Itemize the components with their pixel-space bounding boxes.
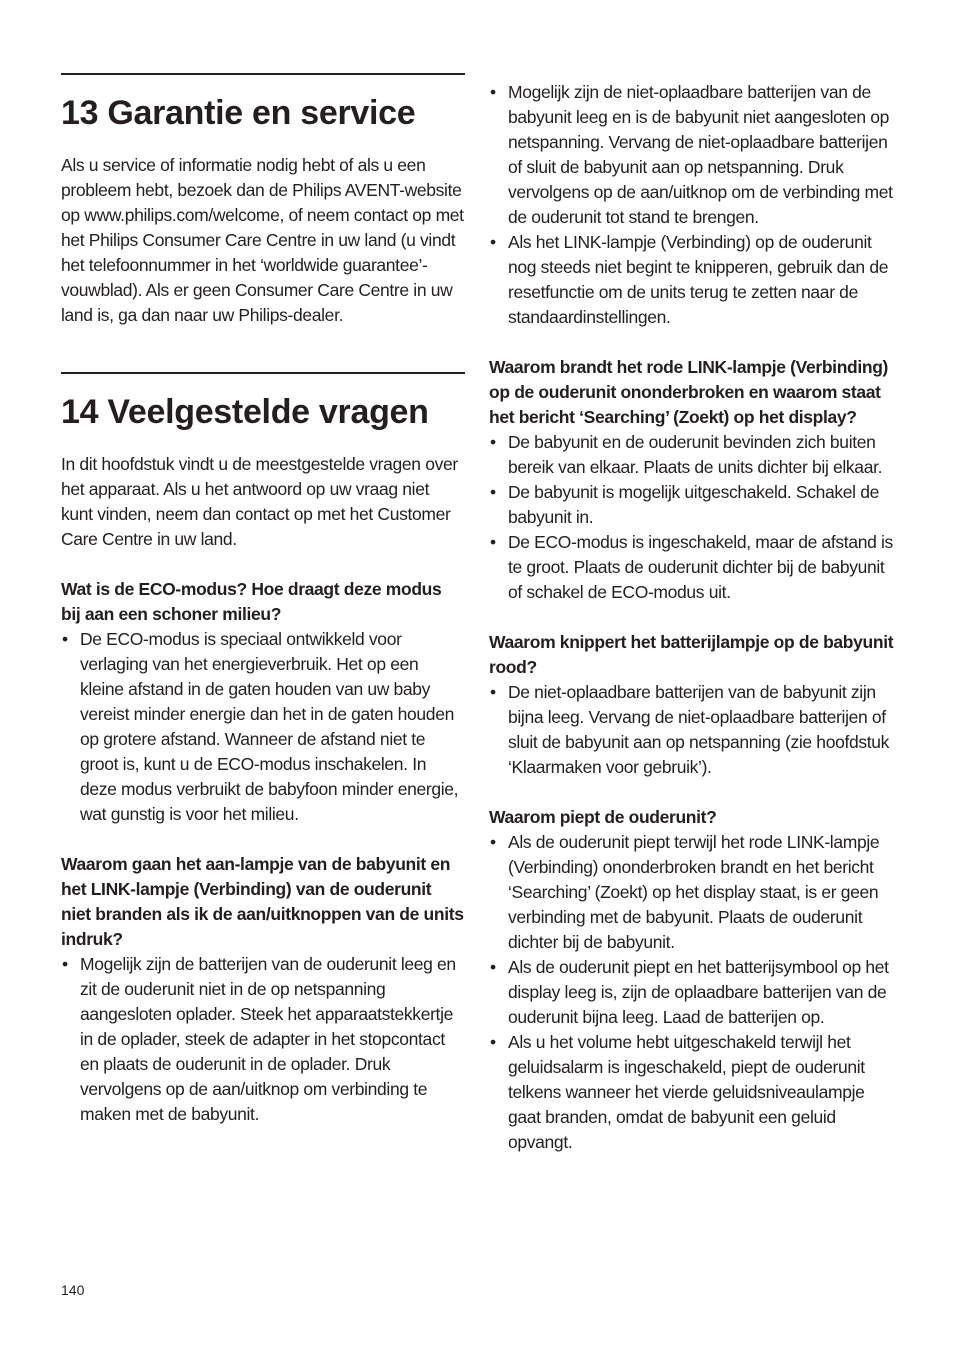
faq-answer-list [489, 430, 899, 605]
page-number: 140 [61, 1282, 85, 1298]
faq-question: Waarom brandt het rode LINK-lampje (Verbinding) op de ouderunit ononderbroken en waarom staat het bericht ‘Searching’ (Zoekt) op het display? [489, 357, 889, 427]
faq-answer: • Als de ouderunit piept en het batterijsymbool op het display leeg is, zijn de oplaadbare batterijen van de ouderunit bijna leeg. Laad de batterijen op. [489, 955, 899, 1030]
section-14-title: 14 Veelgestelde vragen [61, 393, 429, 431]
faq-answer-list [489, 830, 899, 1155]
left-column [61, 73, 465, 1127]
faq-question: Waarom piept de ouderunit? [489, 807, 717, 827]
section-13-title: 13 Garantie en service [61, 94, 416, 132]
faq-answer: • Mogelijk zijn de niet-oplaadbare batterijen van de babyunit leeg en is de babyunit niet aangesloten op netspanning. Vervang de niet-oplaadbare batterijen of sluit de babyunit aan op netspanning. Druk vervolgens op de aan/uitknop om de verbinding met de ouderunit tot stand te brengen. [489, 80, 899, 230]
faq-answer: • Als de ouderunit piept terwijl het rode LINK-lampje (Verbinding) ononderbroken brandt en het bericht ‘Searching’ (Zoekt) op het display staat, is er geen verbinding met de babyunit. Plaats de ouderunit dichter bij de babyunit. [489, 830, 899, 955]
faq-answer-list [489, 80, 899, 330]
faq-question: Waarom knippert het batterijlampje op de babyunit rood? [489, 632, 894, 677]
faq-answer: • De babyunit is mogelijk uitgeschakeld. Schakel de babyunit in. [489, 480, 899, 530]
faq-answer-list [61, 952, 465, 1127]
right-column [489, 80, 899, 1155]
section-13-body: Als u service of informatie nodig hebt of als u een probleem hebt, bezoek dan de Philips AVENT-website op www.philips.com/welcome, of neem contact op met het Philips Consumer Care Centre in uw land (u vindt het telefoonnummer in het ‘worldwide guarantee’-vouwblad). Als er geen Consumer Care Centre in uw land is, ga dan naar uw Philips-dealer. [61, 155, 464, 325]
section-divider [61, 73, 465, 75]
section-divider [61, 372, 465, 374]
faq-answer-list [61, 627, 465, 827]
faq-question: Waarom gaan het aan-lampje van de babyunit en het LINK-lampje (Verbinding) van de ouderunit niet branden als ik de aan/uitknoppen van de units indruk? [61, 854, 464, 949]
faq-answer: • De babyunit en de ouderunit bevinden zich buiten bereik van elkaar. Plaats de units dichter bij elkaar. [489, 430, 899, 480]
faq-answer: • Als het LINK-lampje (Verbinding) op de ouderunit nog steeds niet begint te knipperen, gebruik dan de resetfunctie om de units terug te zetten naar de standaardinstellingen. [489, 230, 899, 330]
section-14-intro: In dit hoofdstuk vindt u de meestgestelde vragen over het apparaat. Als u het antwoord op uw vraag niet kunt vinden, neem dan contact op met het Customer Care Centre in uw land. [61, 454, 458, 549]
faq-question: Wat is de ECO-modus? Hoe draagt deze modus bij aan een schoner milieu? [61, 579, 442, 624]
faq-answer: • De ECO-modus is speciaal ontwikkeld voor verlaging van het energieverbruik. Het op een kleine afstand in de gaten houden van uw baby vereist minder energie dan het in de gaten houden op grotere afstand. Wanneer de afstand niet te groot is, kunt u de ECO-modus inschakelen. In deze modus verbruikt de babyfoon minder energie, wat gunstig is voor het milieu. [61, 627, 465, 827]
faq-answer: • Mogelijk zijn de batterijen van de ouderunit leeg en zit de ouderunit niet in de op netspanning aangesloten oplader. Steek het apparaatstekkertje in de oplader, steek de adapter in het stopcontact en plaats de ouderunit in de oplader. Druk vervolgens op de aan/uitknop om verbinding te maken met de babyunit. [61, 952, 465, 1127]
faq-answer-list [489, 680, 899, 780]
faq-answer: • De ECO-modus is ingeschakeld, maar de afstand is te groot. Plaats de ouderunit dichter bij de babyunit of schakel de ECO-modus uit. [489, 530, 899, 605]
faq-answer: • Als u het volume hebt uitgeschakeld terwijl het geluidsalarm is ingeschakeld, piept de ouderunit telkens wanneer het vierde geluidsniveaulampje gaat branden, omdat de babyunit een geluid opvangt. [489, 1030, 899, 1155]
faq-answer: • De niet-oplaadbare batterijen van de babyunit zijn bijna leeg. Vervang de niet-oplaadbare batterijen of sluit de babyunit aan op netspanning (zie hoofdstuk ‘Klaarmaken voor gebruik’). [489, 680, 899, 780]
